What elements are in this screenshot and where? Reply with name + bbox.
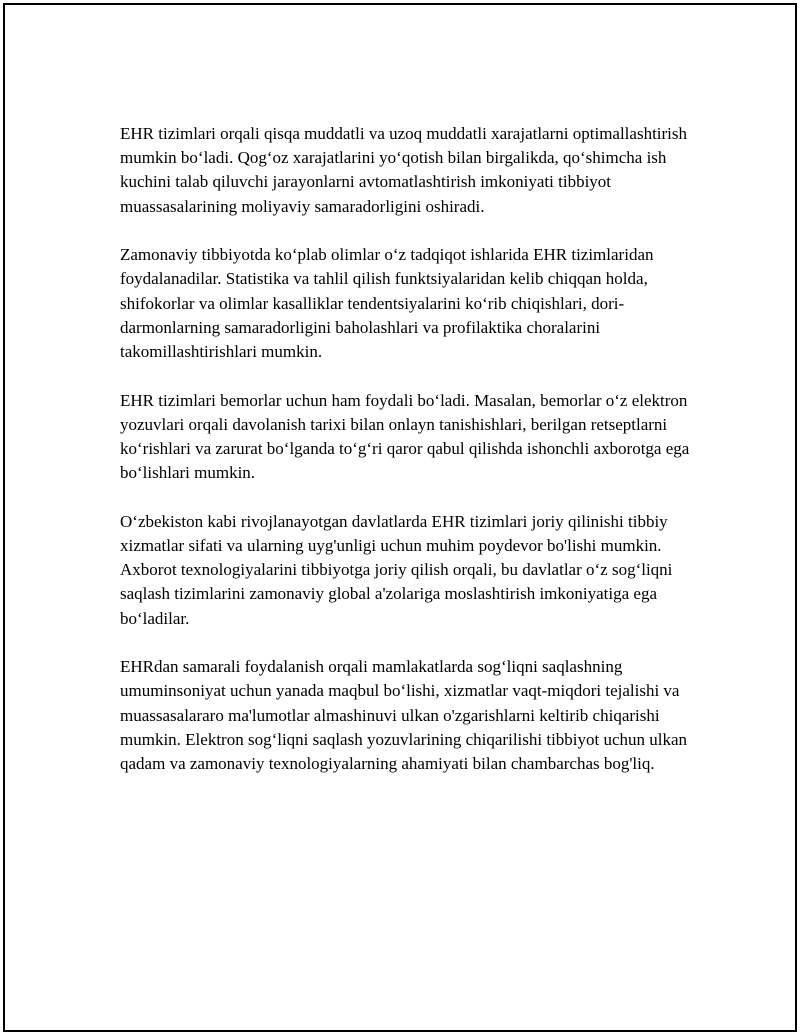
paragraph-1: EHR tizimlari orqali qisqa muddatli va uzoq muddatli xarajatlarni optimallashtirish mumkin bo‘ladi. Qog‘oz xarajatlarini yo‘qotish bilan birgalikda, qo‘shimcha ish kuchini talab qiluvchi jarayonlarni avtomatlashtirish imkoniyati tibbiyot muassasalarining moliyaviy samaradorligini oshiradi.: [120, 124, 688, 216]
document-body: [120, 122, 705, 801]
paragraph-4: O‘zbekiston kabi rivojlanayotgan davlatlarda EHR tizimlari joriy qilinishi tibbiy xizmatlar sifati va ularning uyg'unligi uchun muhim poydevor bo'lishi mumkin. Axborot texnologiyalarini tibbiyotga joriy qilish orqali, bu davlatlar o‘z sog‘liqni saqlash tizimlarini zamonaviy global a'zolariga moslashtirish imkoniyatiga ega bo‘ladilar.: [120, 511, 673, 628]
paragraph-2: Zamonaviy tibbiyotda ko‘plab olimlar o‘z tadqiqot ishlarida EHR tizimlaridan foydalanadilar. Statistika va tahlil qilish funktsiyalaridan kelib chiqqan holda, shifokorlar va olimlar kasalliklar tendentsiyalarini ko‘rib chiqishlari, dori-darmonlarning samaradorligini baholashlari va profilaktika choralarini takomillashtirishlari mumkin.: [120, 245, 654, 362]
page-border: [3, 3, 797, 1032]
paragraph-3: EHR tizimlari bemorlar uchun ham foydali bo‘ladi. Masalan, bemorlar o‘z elektron yozuvlari orqali davolanish tarixi bilan onlayn tanishishlari, berilgan retseptlarni ko‘rishlari va zarurat bo‘lganda to‘g‘ri qaror qabul qilishda ishonchli axborotga ega bo‘lishlari mumkin.: [120, 390, 690, 483]
paragraph-5: EHRdan samarali foydalanish orqali mamlakatlarda sog‘liqni saqlashning umuminsoniyat uchun yanada maqbul bo‘lishi, xizmatlar vaqt-miqdori tejalishi va muassasalararo ma'lumotlar almashinuvi ulkan o'zgarishlarni keltirib chiqarishi mumkin. Elektron sog‘liqni saqlash yozuvlarining chiqarilishi tibbiyot uchun ulkan qadam va zamonaviy texnologiyalarning ahamiyati bilan chambarchas bog'liq.: [120, 657, 688, 774]
